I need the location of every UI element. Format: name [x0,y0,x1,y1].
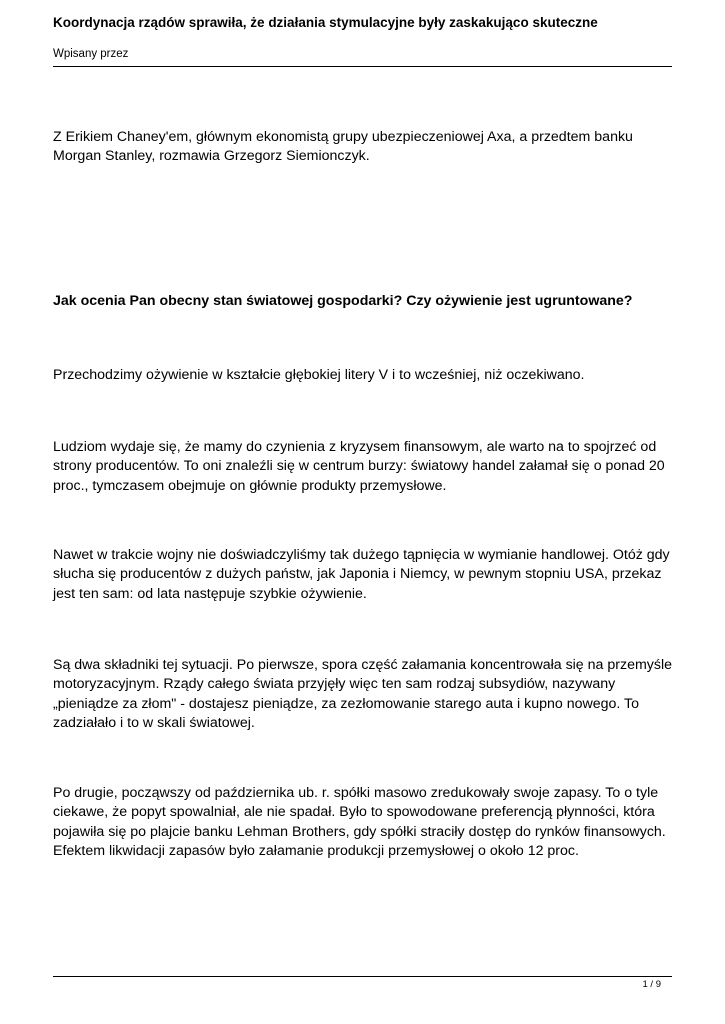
intro-paragraph: Z Erikiem Chaney'em, głównym ekonomistą grupy ubezpieczeniowej Axa, a przedtem banku Morgan Stanley, rozmawia Grzegorz Siemionczyk. [53,129,633,165]
answer-paragraph-2: Ludziom wydaje się, że mamy do czynienia z kryzysem finansowym, ale warto na to spojrzeć od strony producentów. To oni znaleźli się w centrum burzy: światowy handel załamał się o ponad 20 proc., tymczasem obejmuje on głównie produkty przemysłowe. [53,439,665,494]
question-heading: Jak ocenia Pan obecny stan światowej gospodarki? Czy ożywienie jest ugruntowane? [53,293,633,309]
answer-paragraph-3: Nawet w trakcie wojny nie doświadczyliśmy tak dużego tąpnięcia w wymianie handlowej. Otóż gdy słucha się producentów z dużych państw, jak Japonia i Niemcy, w pewnym stopniu USA, przekaz jest ten sam: od lata następuje szybkie ożywienie. [53,547,670,602]
header-divider [53,66,672,67]
answer-paragraph-4: Są dwa składniki tej sytuacji. Po pierwsze, spora część załamania koncentrowała się na przemyśle motoryzacyjnym. Rządy całego świata przyjęły więc ten sam rodzaj subsydiów, nazywany „pieniądze za złom" - dostajesz pieniądze, za zezłomowanie starego auta i kupno nowego. To zadziałało i to w skali światowej. [53,657,673,731]
footer-divider [53,976,672,977]
document-title: Koordynacja rządów sprawiła, że działania stymulacyjne były zaskakująco skuteczne [53,15,598,30]
page-header [53,14,672,62]
answer-paragraph-1: Przechodzimy ożywienie w kształcie głębokiej litery V i to wcześniej, niż oczekiwano. [53,367,585,383]
answer-paragraph-5: Po drugie, począwszy od października ub. r. spółki masowo zredukowały swoje zapasy. To o tyle ciekawe, że popyt spowalniał, ale nie spadał. Było to spowodowane preferencją płynności, która pojawiła się po plajcie banku Lehman Brothers, gdy spółki straciły dostęp do rynków finansowych. Efektem likwidacji zapasów było załamanie produkcji przemysłowej o około 12 proc. [53,785,666,859]
page-number: 1 / 9 [642,979,661,990]
byline: Wpisany przez [53,48,129,60]
